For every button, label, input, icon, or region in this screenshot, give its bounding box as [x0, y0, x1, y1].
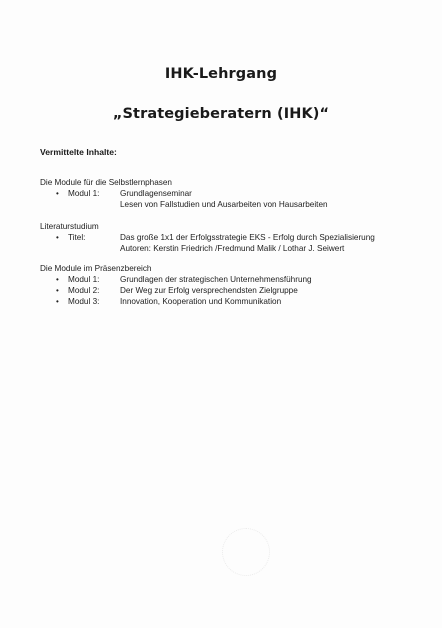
section-selbstlernphasen — [40, 177, 420, 210]
bullet-icon: • — [56, 286, 59, 295]
item-description — [120, 296, 281, 307]
list-item — [40, 232, 420, 254]
bullet-icon: • — [56, 275, 59, 284]
document-title: IHK-Lehrgang — [164, 66, 278, 82]
item-term: Modul 2: — [68, 286, 100, 295]
bullet-icon: • — [56, 297, 59, 306]
item-term: Titel: — [68, 233, 86, 242]
description-line: Grundlagenseminar — [120, 189, 192, 198]
bullet-icon: • — [56, 189, 59, 198]
faint-stamp-mark — [222, 528, 270, 576]
section-heading: Die Module für die Selbstlernphasen — [40, 178, 172, 187]
section-literaturstudium — [40, 221, 420, 254]
description-line: Innovation, Kooperation und Kommunikation — [120, 297, 282, 306]
item-description — [120, 274, 312, 285]
section-heading: Die Module im Präsenzbereich — [40, 264, 152, 273]
list-item — [40, 285, 420, 296]
item-description — [120, 232, 375, 254]
description-line: Lesen von Fallstudien und Ausarbeiten von Hausarbeiten — [120, 200, 328, 209]
description-line: Der Weg zur Erfolg versprechendsten Zielgruppe — [120, 286, 298, 295]
section-heading: Literaturstudium — [40, 222, 99, 231]
description-line: Das große 1x1 der Erfolgsstrategie EKS - Erfolg durch Spezialisierung — [120, 233, 375, 242]
description-line: Autoren: Kerstin Friedrich /Fredmund Malik / Lothar J. Seiwert — [120, 244, 345, 253]
list-item — [40, 188, 420, 210]
list-item — [40, 296, 420, 307]
item-term: Modul 1: — [68, 189, 100, 198]
item-description — [120, 188, 328, 210]
item-description — [120, 285, 298, 296]
section-praesenzbereich — [40, 263, 420, 307]
content-label: Vermittelte Inhalte: — [40, 147, 117, 157]
item-term: Modul 1: — [68, 275, 100, 284]
list-item — [40, 274, 420, 285]
item-term: Modul 3: — [68, 297, 100, 306]
bullet-icon: • — [56, 233, 59, 242]
description-line: Grundlagen der strategischen Unternehmensführung — [120, 275, 312, 284]
document-subtitle: „Strategieberatern (IHK)“ — [112, 106, 330, 122]
